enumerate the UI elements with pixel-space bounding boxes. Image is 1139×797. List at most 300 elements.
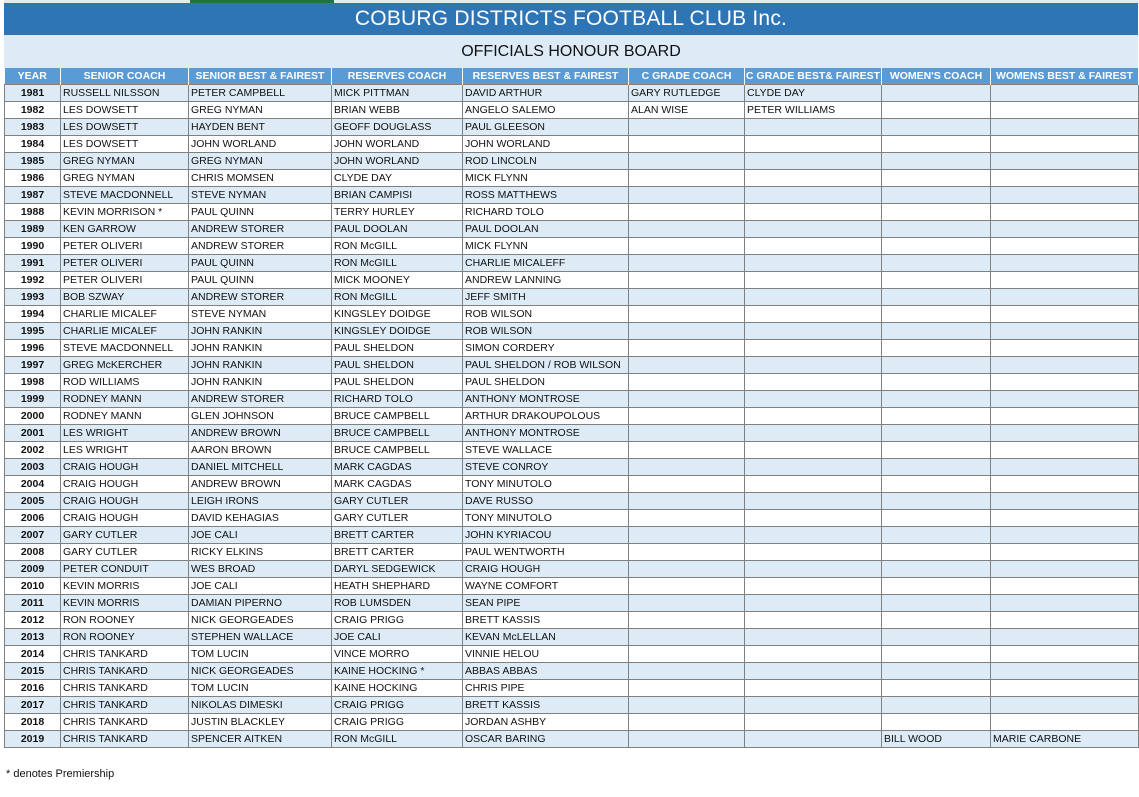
table-cell[interactable] (745, 527, 882, 544)
table-cell[interactable] (629, 612, 745, 629)
year-cell[interactable]: 2019 (5, 731, 61, 748)
table-cell[interactable] (629, 187, 745, 204)
table-cell[interactable]: STEPHEN WALLACE (189, 629, 332, 646)
table-cell[interactable] (991, 374, 1139, 391)
table-cell[interactable] (745, 391, 882, 408)
table-cell[interactable]: PETER OLIVERI (61, 272, 189, 289)
table-cell[interactable] (629, 408, 745, 425)
table-cell[interactable] (745, 663, 882, 680)
table-cell[interactable] (882, 612, 991, 629)
table-cell[interactable]: GREG NYMAN (61, 153, 189, 170)
table-cell[interactable] (991, 578, 1139, 595)
table-cell[interactable] (882, 544, 991, 561)
table-cell[interactable] (991, 493, 1139, 510)
table-cell[interactable] (629, 391, 745, 408)
table-cell[interactable] (991, 408, 1139, 425)
column-header[interactable]: YEAR (5, 68, 61, 85)
year-cell[interactable]: 2014 (5, 646, 61, 663)
table-cell[interactable]: GARY RUTLEDGE (629, 85, 745, 102)
table-cell[interactable]: RICHARD TOLO (332, 391, 463, 408)
table-cell[interactable] (629, 697, 745, 714)
year-cell[interactable]: 2011 (5, 595, 61, 612)
table-cell[interactable]: ANGELO SALEMO (463, 102, 629, 119)
table-cell[interactable]: KEVIN MORRIS (61, 578, 189, 595)
table-cell[interactable] (745, 323, 882, 340)
table-cell[interactable] (745, 680, 882, 697)
table-cell[interactable] (745, 238, 882, 255)
table-cell[interactable] (629, 646, 745, 663)
table-cell[interactable] (882, 527, 991, 544)
table-cell[interactable]: ANTHONY MONTROSE (463, 425, 629, 442)
table-cell[interactable]: PETER CONDUIT (61, 561, 189, 578)
table-cell[interactable]: CHARLIE MICALEF (61, 306, 189, 323)
table-cell[interactable]: GREG NYMAN (189, 153, 332, 170)
table-cell[interactable]: TERRY HURLEY (332, 204, 463, 221)
year-cell[interactable]: 2010 (5, 578, 61, 595)
table-cell[interactable]: ROB WILSON (463, 323, 629, 340)
table-cell[interactable] (629, 731, 745, 748)
table-cell[interactable] (991, 391, 1139, 408)
table-cell[interactable]: ROB WILSON (463, 306, 629, 323)
table-cell[interactable]: ANDREW LANNING (463, 272, 629, 289)
table-cell[interactable]: JORDAN ASHBY (463, 714, 629, 731)
year-cell[interactable]: 2003 (5, 459, 61, 476)
table-cell[interactable] (991, 459, 1139, 476)
table-cell[interactable] (629, 255, 745, 272)
table-cell[interactable] (882, 680, 991, 697)
table-cell[interactable] (629, 595, 745, 612)
table-cell[interactable]: ALAN WISE (629, 102, 745, 119)
table-cell[interactable]: NICK GEORGEADES (189, 612, 332, 629)
table-cell[interactable]: CHRIS TANKARD (61, 663, 189, 680)
table-cell[interactable] (745, 221, 882, 238)
table-cell[interactable] (629, 153, 745, 170)
year-cell[interactable]: 1988 (5, 204, 61, 221)
table-cell[interactable]: JOE CALI (332, 629, 463, 646)
table-cell[interactable]: RUSSELL NILSSON (61, 85, 189, 102)
table-cell[interactable] (991, 170, 1139, 187)
table-cell[interactable]: CRAIG HOUGH (61, 510, 189, 527)
table-cell[interactable] (629, 289, 745, 306)
table-cell[interactable]: JEFF SMITH (463, 289, 629, 306)
table-cell[interactable] (991, 425, 1139, 442)
table-cell[interactable]: VINCE MORRO (332, 646, 463, 663)
year-cell[interactable]: 1985 (5, 153, 61, 170)
table-cell[interactable] (991, 204, 1139, 221)
year-cell[interactable]: 1987 (5, 187, 61, 204)
table-cell[interactable] (745, 612, 882, 629)
year-cell[interactable]: 1996 (5, 340, 61, 357)
table-cell[interactable] (991, 544, 1139, 561)
table-cell[interactable]: GREG McKERCHER (61, 357, 189, 374)
table-cell[interactable] (991, 238, 1139, 255)
table-cell[interactable] (882, 578, 991, 595)
year-cell[interactable]: 2007 (5, 527, 61, 544)
year-cell[interactable]: 2008 (5, 544, 61, 561)
year-cell[interactable]: 1984 (5, 136, 61, 153)
table-cell[interactable]: ANDREW STORER (189, 391, 332, 408)
table-cell[interactable] (991, 255, 1139, 272)
table-cell[interactable]: PAUL GLEESON (463, 119, 629, 136)
table-cell[interactable] (882, 663, 991, 680)
table-cell[interactable] (882, 374, 991, 391)
table-cell[interactable]: TOM LUCIN (189, 646, 332, 663)
table-cell[interactable]: RON McGILL (332, 238, 463, 255)
year-cell[interactable]: 2006 (5, 510, 61, 527)
table-cell[interactable] (991, 561, 1139, 578)
table-cell[interactable] (629, 544, 745, 561)
table-cell[interactable] (629, 680, 745, 697)
table-cell[interactable]: CRAIG HOUGH (61, 476, 189, 493)
table-cell[interactable] (882, 272, 991, 289)
year-cell[interactable]: 1997 (5, 357, 61, 374)
year-cell[interactable]: 1983 (5, 119, 61, 136)
table-cell[interactable]: SEAN PIPE (463, 595, 629, 612)
table-cell[interactable]: BOB SZWAY (61, 289, 189, 306)
table-cell[interactable] (745, 561, 882, 578)
table-cell[interactable] (629, 306, 745, 323)
table-cell[interactable]: CLYDE DAY (745, 85, 882, 102)
table-cell[interactable]: GARY CUTLER (332, 510, 463, 527)
table-cell[interactable] (745, 187, 882, 204)
table-cell[interactable] (882, 340, 991, 357)
year-cell[interactable]: 2005 (5, 493, 61, 510)
table-cell[interactable]: DANIEL MITCHELL (189, 459, 332, 476)
table-cell[interactable]: GARY CUTLER (61, 527, 189, 544)
table-cell[interactable]: STEVE WALLACE (463, 442, 629, 459)
table-cell[interactable]: PETER WILLIAMS (745, 102, 882, 119)
table-cell[interactable] (745, 357, 882, 374)
table-cell[interactable]: STEVE NYMAN (189, 306, 332, 323)
table-cell[interactable]: PAUL QUINN (189, 255, 332, 272)
table-cell[interactable]: CRAIG PRIGG (332, 697, 463, 714)
table-cell[interactable]: AARON BROWN (189, 442, 332, 459)
column-header[interactable]: WOMENS BEST & FAIREST (991, 68, 1139, 85)
table-cell[interactable]: BRUCE CAMPBELL (332, 408, 463, 425)
table-cell[interactable]: NICK GEORGEADES (189, 663, 332, 680)
year-cell[interactable]: 1989 (5, 221, 61, 238)
table-cell[interactable]: ANDREW STORER (189, 238, 332, 255)
table-cell[interactable] (882, 153, 991, 170)
table-cell[interactable] (991, 136, 1139, 153)
year-cell[interactable]: 2012 (5, 612, 61, 629)
table-cell[interactable] (882, 391, 991, 408)
table-cell[interactable] (745, 646, 882, 663)
table-cell[interactable] (882, 238, 991, 255)
year-cell[interactable]: 1990 (5, 238, 61, 255)
table-cell[interactable]: BRETT KASSIS (463, 697, 629, 714)
table-cell[interactable]: JOHN WORLAND (332, 153, 463, 170)
table-cell[interactable]: LEIGH IRONS (189, 493, 332, 510)
table-cell[interactable] (745, 153, 882, 170)
table-cell[interactable]: JUSTIN BLACKLEY (189, 714, 332, 731)
table-cell[interactable]: RON ROONEY (61, 612, 189, 629)
table-cell[interactable]: JOE CALI (189, 578, 332, 595)
table-cell[interactable]: CRAIG HOUGH (463, 561, 629, 578)
table-cell[interactable]: DAVE RUSSO (463, 493, 629, 510)
table-cell[interactable]: RON McGILL (332, 255, 463, 272)
table-cell[interactable]: RICHARD TOLO (463, 204, 629, 221)
year-cell[interactable]: 1986 (5, 170, 61, 187)
table-cell[interactable]: PETER OLIVERI (61, 238, 189, 255)
table-cell[interactable] (882, 493, 991, 510)
table-cell[interactable]: BRUCE CAMPBELL (332, 425, 463, 442)
table-cell[interactable]: ROD LINCOLN (463, 153, 629, 170)
table-cell[interactable] (882, 187, 991, 204)
table-cell[interactable]: LES DOWSETT (61, 119, 189, 136)
table-cell[interactable]: VINNIE HELOU (463, 646, 629, 663)
table-cell[interactable] (882, 170, 991, 187)
year-cell[interactable]: 2017 (5, 697, 61, 714)
table-cell[interactable]: LES WRIGHT (61, 442, 189, 459)
table-cell[interactable]: STEVE NYMAN (189, 187, 332, 204)
table-cell[interactable] (991, 221, 1139, 238)
table-cell[interactable]: JOE CALI (189, 527, 332, 544)
year-cell[interactable]: 2009 (5, 561, 61, 578)
table-cell[interactable] (629, 272, 745, 289)
table-cell[interactable]: CHARLIE MICALEFF (463, 255, 629, 272)
table-cell[interactable]: JOHN RANKIN (189, 323, 332, 340)
table-cell[interactable]: STEVE MACDONNELL (61, 340, 189, 357)
table-cell[interactable]: MICK MOONEY (332, 272, 463, 289)
year-cell[interactable]: 1993 (5, 289, 61, 306)
table-cell[interactable]: OSCAR BARING (463, 731, 629, 748)
table-cell[interactable] (882, 646, 991, 663)
table-cell[interactable] (882, 425, 991, 442)
table-cell[interactable]: NIKOLAS DIMESKI (189, 697, 332, 714)
table-cell[interactable] (745, 204, 882, 221)
table-cell[interactable] (991, 119, 1139, 136)
table-cell[interactable] (745, 544, 882, 561)
table-cell[interactable]: PAUL DOOLAN (332, 221, 463, 238)
table-cell[interactable]: CHRIS TANKARD (61, 731, 189, 748)
table-cell[interactable]: RON McGILL (332, 289, 463, 306)
table-cell[interactable]: SPENCER AITKEN (189, 731, 332, 748)
table-cell[interactable] (882, 629, 991, 646)
table-cell[interactable]: HAYDEN BENT (189, 119, 332, 136)
table-cell[interactable]: PETER CAMPBELL (189, 85, 332, 102)
table-cell[interactable] (882, 697, 991, 714)
table-cell[interactable]: JOHN WORLAND (332, 136, 463, 153)
year-cell[interactable]: 1999 (5, 391, 61, 408)
table-cell[interactable] (882, 204, 991, 221)
table-cell[interactable]: BRETT KASSIS (463, 612, 629, 629)
year-cell[interactable]: 1995 (5, 323, 61, 340)
table-cell[interactable] (991, 102, 1139, 119)
table-cell[interactable] (991, 442, 1139, 459)
table-cell[interactable] (745, 255, 882, 272)
table-cell[interactable] (882, 459, 991, 476)
table-cell[interactable]: CHRIS TANKARD (61, 697, 189, 714)
table-cell[interactable]: CRAIG PRIGG (332, 714, 463, 731)
table-cell[interactable]: GLEN JOHNSON (189, 408, 332, 425)
table-cell[interactable] (882, 442, 991, 459)
table-cell[interactable]: WES BROAD (189, 561, 332, 578)
table-cell[interactable]: CRAIG PRIGG (332, 612, 463, 629)
table-cell[interactable]: WAYNE COMFORT (463, 578, 629, 595)
table-cell[interactable] (882, 102, 991, 119)
table-cell[interactable] (629, 238, 745, 255)
table-cell[interactable] (991, 646, 1139, 663)
table-cell[interactable]: RODNEY MANN (61, 408, 189, 425)
table-cell[interactable]: GEOFF DOUGLASS (332, 119, 463, 136)
table-cell[interactable]: KINGSLEY DOIDGE (332, 306, 463, 323)
column-header[interactable]: RESERVES BEST & FAIREST (463, 68, 629, 85)
year-cell[interactable]: 1981 (5, 85, 61, 102)
table-cell[interactable]: ANDREW BROWN (189, 476, 332, 493)
year-cell[interactable]: 1991 (5, 255, 61, 272)
table-cell[interactable]: PAUL QUINN (189, 204, 332, 221)
table-cell[interactable] (882, 714, 991, 731)
table-cell[interactable] (629, 493, 745, 510)
table-cell[interactable]: KEVIN MORRISON * (61, 204, 189, 221)
year-cell[interactable]: 2015 (5, 663, 61, 680)
column-header[interactable]: WOMEN'S COACH (882, 68, 991, 85)
table-cell[interactable]: PAUL SHELDON (332, 374, 463, 391)
table-cell[interactable]: JOHN RANKIN (189, 357, 332, 374)
table-cell[interactable] (745, 714, 882, 731)
table-cell[interactable] (991, 510, 1139, 527)
table-cell[interactable] (745, 697, 882, 714)
table-cell[interactable] (882, 306, 991, 323)
column-header[interactable]: RESERVES COACH (332, 68, 463, 85)
table-cell[interactable] (629, 578, 745, 595)
table-cell[interactable] (745, 459, 882, 476)
table-cell[interactable]: DAVID ARTHUR (463, 85, 629, 102)
table-cell[interactable] (629, 340, 745, 357)
table-cell[interactable]: STEVE CONROY (463, 459, 629, 476)
table-cell[interactable] (882, 561, 991, 578)
table-cell[interactable]: LES DOWSETT (61, 136, 189, 153)
table-cell[interactable] (991, 663, 1139, 680)
table-cell[interactable]: PETER OLIVERI (61, 255, 189, 272)
table-cell[interactable]: CRAIG HOUGH (61, 493, 189, 510)
table-cell[interactable]: JOHN RANKIN (189, 374, 332, 391)
table-cell[interactable]: CRAIG HOUGH (61, 459, 189, 476)
table-cell[interactable]: LES DOWSETT (61, 102, 189, 119)
table-cell[interactable] (745, 272, 882, 289)
table-cell[interactable]: GARY CUTLER (61, 544, 189, 561)
table-cell[interactable] (745, 731, 882, 748)
table-cell[interactable] (629, 663, 745, 680)
table-cell[interactable]: DAVID KEHAGIAS (189, 510, 332, 527)
table-cell[interactable]: KEVAN McLELLAN (463, 629, 629, 646)
table-cell[interactable]: TONY MINUTOLO (463, 510, 629, 527)
table-cell[interactable] (745, 289, 882, 306)
table-cell[interactable] (882, 255, 991, 272)
table-cell[interactable] (991, 714, 1139, 731)
table-cell[interactable]: HEATH SHEPHARD (332, 578, 463, 595)
table-cell[interactable] (745, 374, 882, 391)
table-cell[interactable] (991, 476, 1139, 493)
column-header[interactable]: SENIOR BEST & FAIREST (189, 68, 332, 85)
table-cell[interactable] (991, 680, 1139, 697)
table-cell[interactable] (882, 136, 991, 153)
table-cell[interactable]: BRUCE CAMPBELL (332, 442, 463, 459)
table-cell[interactable]: KAINE HOCKING (332, 680, 463, 697)
table-cell[interactable] (629, 119, 745, 136)
table-cell[interactable]: ANTHONY MONTROSE (463, 391, 629, 408)
year-cell[interactable]: 2013 (5, 629, 61, 646)
table-cell[interactable] (991, 595, 1139, 612)
table-cell[interactable] (629, 357, 745, 374)
table-cell[interactable] (745, 119, 882, 136)
table-cell[interactable] (882, 357, 991, 374)
table-cell[interactable] (745, 340, 882, 357)
table-cell[interactable] (991, 612, 1139, 629)
table-cell[interactable] (882, 595, 991, 612)
table-cell[interactable]: LES WRIGHT (61, 425, 189, 442)
table-cell[interactable]: KEN GARROW (61, 221, 189, 238)
table-cell[interactable] (991, 357, 1139, 374)
year-cell[interactable]: 2016 (5, 680, 61, 697)
table-cell[interactable] (882, 323, 991, 340)
table-cell[interactable]: ROSS MATTHEWS (463, 187, 629, 204)
table-cell[interactable]: ROB LUMSDEN (332, 595, 463, 612)
year-cell[interactable]: 2000 (5, 408, 61, 425)
table-cell[interactable] (991, 272, 1139, 289)
year-cell[interactable]: 1998 (5, 374, 61, 391)
table-cell[interactable]: PAUL WENTWORTH (463, 544, 629, 561)
table-cell[interactable] (991, 187, 1139, 204)
table-cell[interactable] (745, 136, 882, 153)
table-cell[interactable] (882, 510, 991, 527)
table-cell[interactable]: JOHN WORLAND (463, 136, 629, 153)
table-cell[interactable] (745, 595, 882, 612)
table-cell[interactable]: MICK PITTMAN (332, 85, 463, 102)
table-cell[interactable]: BILL WOOD (882, 731, 991, 748)
table-cell[interactable]: MARK CAGDAS (332, 476, 463, 493)
table-cell[interactable]: KINGSLEY DOIDGE (332, 323, 463, 340)
table-cell[interactable] (629, 714, 745, 731)
table-cell[interactable]: ARTHUR DRAKOUPOLOUS (463, 408, 629, 425)
table-cell[interactable]: RON ROONEY (61, 629, 189, 646)
table-cell[interactable] (745, 425, 882, 442)
table-cell[interactable]: CHRIS TANKARD (61, 646, 189, 663)
table-cell[interactable] (629, 476, 745, 493)
table-cell[interactable] (991, 323, 1139, 340)
table-cell[interactable] (991, 306, 1139, 323)
table-cell[interactable] (629, 374, 745, 391)
column-header[interactable]: C GRADE COACH (629, 68, 745, 85)
table-cell[interactable]: ANDREW STORER (189, 221, 332, 238)
table-cell[interactable]: MARIE CARBONE (991, 731, 1139, 748)
table-cell[interactable] (629, 221, 745, 238)
table-cell[interactable]: PAUL SHELDON (463, 374, 629, 391)
table-cell[interactable]: JOHN WORLAND (189, 136, 332, 153)
table-cell[interactable]: SIMON CORDERY (463, 340, 629, 357)
table-cell[interactable]: BRIAN CAMPISI (332, 187, 463, 204)
table-cell[interactable]: ANDREW BROWN (189, 425, 332, 442)
club-title[interactable]: COBURG DISTRICTS FOOTBALL CLUB Inc. (4, 3, 1138, 35)
table-cell[interactable]: PAUL DOOLAN (463, 221, 629, 238)
table-cell[interactable]: JOHN KYRIACOU (463, 527, 629, 544)
table-cell[interactable]: MICK FLYNN (463, 238, 629, 255)
table-cell[interactable]: CHRIS PIPE (463, 680, 629, 697)
table-cell[interactable]: PAUL SHELDON (332, 340, 463, 357)
table-cell[interactable]: BRIAN WEBB (332, 102, 463, 119)
table-cell[interactable] (882, 289, 991, 306)
table-cell[interactable] (745, 306, 882, 323)
year-cell[interactable]: 2004 (5, 476, 61, 493)
table-cell[interactable] (629, 323, 745, 340)
table-cell[interactable] (991, 153, 1139, 170)
column-header[interactable]: C GRADE BEST& FAIREST (745, 68, 882, 85)
table-cell[interactable] (745, 408, 882, 425)
table-cell[interactable]: CHRIS TANKARD (61, 680, 189, 697)
table-cell[interactable] (629, 629, 745, 646)
column-header[interactable]: SENIOR COACH (61, 68, 189, 85)
